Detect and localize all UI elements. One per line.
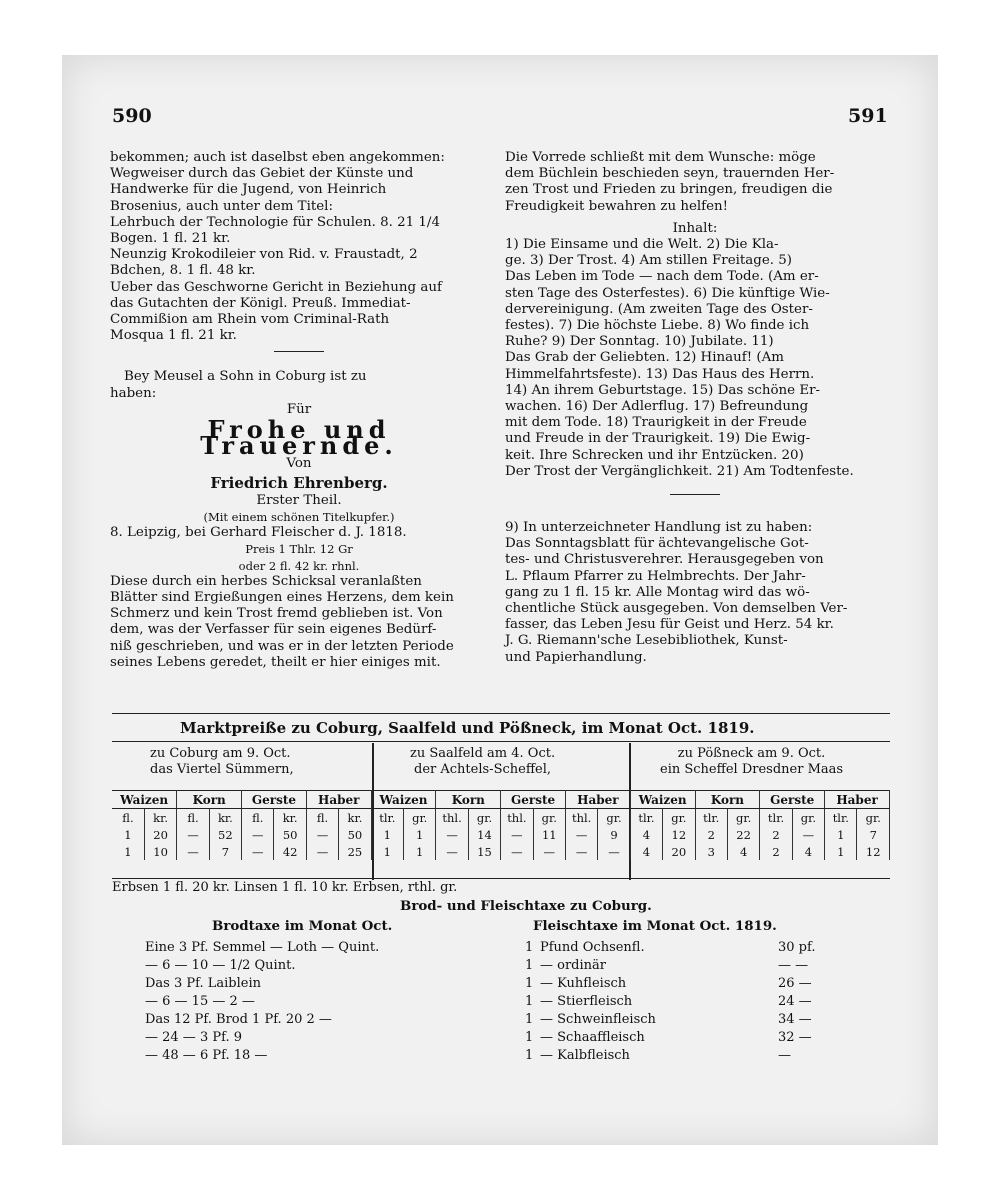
book-title: Frohe und Trauernde. — [200, 415, 398, 461]
text-line: dem, was der Verfasser für sein eigenes Bedürf- — [110, 622, 437, 638]
text-line: Lehrbuch der Technologie für Schulen. 8. 21 1/4 — [110, 214, 440, 230]
text-line: seines Lebens geredet, theilt er hier einiges mit. — [110, 654, 441, 670]
meat-tax-item: — ordinär — [540, 958, 606, 973]
pulses-prices: Erbsen 1 fl. 20 kr. Linsen 1 fl. 10 kr. Erbsen, rthl. gr. — [112, 880, 458, 895]
table-row — [112, 843, 890, 860]
price-cell: 2 — [760, 826, 792, 843]
text-line: fasser, das Leben Jesu für Geist und Herz. 54 kr. — [505, 617, 834, 633]
price-cell: 4 — [630, 826, 662, 843]
price-cell: — — [306, 843, 338, 860]
preface-text — [505, 150, 885, 215]
meat-tax-price: 26 — — [778, 976, 812, 991]
meat-tax-price: — — — [778, 958, 809, 973]
meat-tax-price: 24 — — [778, 994, 812, 1009]
unit-cell: tlr. — [371, 809, 403, 827]
price-cell: 3 — [695, 843, 727, 860]
notice-text — [505, 520, 885, 666]
unit-cell: tlr. — [825, 809, 857, 827]
unit-cell: thl. — [565, 809, 597, 827]
price-cell: 12 — [857, 843, 890, 860]
text-line: Freudigkeit bewahren zu helfen! — [505, 198, 729, 214]
price-cell: 15 — [468, 843, 500, 860]
text-line: das Gutachten der Königl. Preuß. Immediat- — [110, 295, 411, 311]
grain-header: Korn — [436, 791, 501, 809]
section-rule — [112, 713, 890, 714]
meat-tax-price: 32 — — [778, 1030, 812, 1045]
book-description — [110, 574, 488, 671]
price-cell: 4 — [630, 843, 662, 860]
unit-cell: kr. — [209, 809, 241, 827]
price-line: oder 2 fl. 42 kr. rhnl. — [238, 558, 360, 573]
text-line: Commißion am Rhein vom Criminal-Rath — [110, 312, 390, 328]
meat-tax-price: — — [778, 1048, 791, 1063]
bread-tax-row: — 6 — 10 — 1/2 Quint. — [145, 958, 296, 973]
divider — [670, 494, 720, 495]
section-rule — [112, 741, 890, 742]
bread-tax-row: Das 12 Pf. Brod 1 Pf. 20 2 — — [145, 1012, 332, 1027]
text-line: festes). 7) Die höchste Liebe. 8) Wo finde ich — [505, 318, 810, 334]
page-number-right: 591 — [848, 105, 888, 127]
price-cell: — — [501, 826, 533, 843]
grain-header: Waizen — [112, 791, 177, 809]
unit-cell: gr. — [792, 809, 824, 827]
unit-cell: gr. — [727, 809, 759, 827]
grain-header: Haber — [565, 791, 630, 809]
price-cell: 9 — [598, 826, 630, 843]
meat-tax-qty: 1 — [525, 1048, 534, 1063]
text-line: 14) An ihrem Geburtstage. 15) Das schöne Er- — [505, 382, 821, 398]
market-title: Marktpreiße zu Coburg, Saalfeld und Pößneck, im Monat Oct. 1819. — [180, 719, 755, 737]
text-line: Neunzig Krokodileier von Rid. v. Fraustadt, 2 — [110, 247, 418, 263]
text-line: Das Sonntagsblatt für ächtevangelische Got- — [505, 536, 809, 552]
meat-tax-item: — Schaaffleisch — [540, 1030, 645, 1045]
bread-tax-title: Brodtaxe im Monat Oct. — [212, 918, 393, 934]
price-cell: — — [565, 826, 597, 843]
meat-tax-qty: 1 — [525, 976, 534, 991]
text-line: dem Büchlein beschieden seyn, trauernden Her- — [505, 166, 835, 182]
meat-tax-price: 30 pf. — [778, 940, 816, 955]
unit-cell: gr. — [598, 809, 630, 827]
unit-cell: gr. — [404, 809, 436, 827]
meat-tax-qty: 1 — [525, 1030, 534, 1045]
price-cell: 1 — [371, 826, 403, 843]
text-line: bekommen; auch ist daselbst eben angekommen: — [110, 150, 445, 165]
text-line: Bdchen, 8. 1 fl. 48 kr. — [110, 263, 256, 279]
text-line: tes- und Christusverehrer. Herausgegeben von — [505, 552, 824, 568]
book-list — [110, 150, 488, 344]
grain-header: Gerste — [242, 791, 307, 809]
text-line: niß geschrieben, und was er in der letzten Periode — [110, 638, 454, 654]
right-column — [505, 150, 885, 666]
grain-header: Haber — [306, 791, 371, 809]
price-cell: 20 — [144, 826, 176, 843]
text-line: J. G. Riemann'sche Lesebibliothek, Kunst- — [505, 633, 788, 649]
text-line: mit dem Tode. 18) Traurigkeit in der Freude — [505, 415, 807, 431]
left-column — [110, 150, 488, 671]
unit-cell: thl. — [436, 809, 468, 827]
meat-tax-item: — Stierfleisch — [540, 994, 633, 1009]
bread-tax-row: — 48 — 6 Pf. 18 — — [145, 1048, 268, 1063]
grain-header: Waizen — [630, 791, 695, 809]
price-cell: 1 — [825, 843, 857, 860]
section-rule — [112, 878, 890, 879]
unit-cell: kr. — [274, 809, 306, 827]
grain-header: Gerste — [760, 791, 825, 809]
divider — [274, 351, 324, 352]
unit-cell: gr. — [468, 809, 500, 827]
unit-cell: fl. — [242, 809, 274, 827]
text-line: L. Pflaum Pfarrer zu Helmbrechts. Der Jahr- — [505, 568, 806, 584]
market-price-table — [112, 790, 890, 860]
unit-cell: tlr. — [760, 809, 792, 827]
price-cell: 25 — [339, 843, 371, 860]
price-cell: — — [177, 843, 209, 860]
text-line: ge. 3) Der Trost. 4) Am stillen Freitage. 5) — [505, 253, 793, 269]
text-line: Ruhe? 9) Der Sonntag. 10) Jubilate. 11) — [505, 334, 774, 350]
text-line: Blätter sind Ergießungen eines Herzens, dem kein — [110, 590, 454, 606]
price-cell: 1 — [112, 843, 144, 860]
unit-cell: gr. — [663, 809, 695, 827]
contents-list — [505, 237, 885, 480]
text-line: Himmelfahrtsfeste). 13) Das Haus des Herrn. — [505, 366, 815, 382]
label-fur: Für — [286, 401, 312, 417]
text-line: Schmerz und kein Trost fremd geblieben ist. Von — [110, 606, 443, 622]
grain-header: Gerste — [501, 791, 566, 809]
bread-tax-row: Eine 3 Pf. Semmel — Loth — Quint. — [145, 940, 380, 955]
author-name: Friedrich Ehrenberg. — [210, 473, 388, 492]
price-cell: 14 — [468, 826, 500, 843]
announce-line: Bey Meusel a Sohn in Coburg ist zu — [124, 369, 367, 385]
meat-tax-price: 34 — — [778, 1012, 812, 1027]
text-line: Mosqua 1 fl. 21 kr. — [110, 328, 237, 344]
grain-header: Haber — [825, 791, 890, 809]
price-cell: 50 — [339, 826, 371, 843]
tax-heading: Brod- und Fleischtaxe zu Coburg. — [400, 898, 652, 914]
price-cell: — — [501, 843, 533, 860]
price-cell: — — [242, 826, 274, 843]
text-line: chentliche Stück ausgegeben. Von demselben Ver- — [505, 601, 848, 617]
price-cell: 11 — [533, 826, 565, 843]
contents-heading: Inhalt: — [672, 220, 718, 236]
price-cell: 4 — [727, 843, 759, 860]
meat-tax-title: Fleischtaxe im Monat Oct. 1819. — [533, 918, 777, 934]
coburg-heading: zu Coburg am 9. Oct. das Viertel Sümmern, — [150, 746, 294, 777]
price-cell: — — [792, 826, 824, 843]
unit-cell: gr. — [533, 809, 565, 827]
meat-tax-item: Pfund Ochsenfl. — [540, 940, 645, 955]
text-line: Bogen. 1 fl. 21 kr. — [110, 231, 231, 247]
unit-cell: tlr. — [695, 809, 727, 827]
unit-cell: tlr. — [630, 809, 662, 827]
price-cell: 42 — [274, 843, 306, 860]
text-line: gang zu 1 fl. 15 kr. Alle Montag wird das wö- — [505, 584, 810, 600]
price-cell: 1 — [825, 826, 857, 843]
text-line: sten Tage des Osterfestes). 6) Die künftige Wie- — [505, 285, 830, 301]
text-line: Wegweiser durch das Gebiet der Künste und — [110, 166, 414, 182]
price-cell: — — [598, 843, 630, 860]
unit-cell: thl. — [501, 809, 533, 827]
price-cell: — — [565, 843, 597, 860]
price-cell: 7 — [857, 826, 890, 843]
unit-cell: fl. — [177, 809, 209, 827]
label-von: Von — [286, 456, 312, 472]
price-cell: 2 — [695, 826, 727, 843]
text-line: Der Trost der Vergänglichkeit. 21) Am Todtenfeste. — [505, 463, 854, 479]
text-line: Die Vorrede schließt mit dem Wunsche: möge — [505, 150, 816, 165]
text-line: dervereinigung. (Am zweiten Tage des Oster- — [505, 301, 813, 317]
engraving-note: (Mit einem schönen Titelkupfer.) — [203, 510, 395, 525]
meat-tax-qty: 1 — [525, 940, 534, 955]
meat-tax-item: — Kuhfleisch — [540, 976, 627, 991]
grain-header: Waizen — [371, 791, 436, 809]
text-line: 1) Die Einsame und die Welt. 2) Die Kla- — [505, 237, 779, 253]
text-line: Diese durch ein herbes Schicksal veranlaßten — [110, 573, 422, 589]
price-cell: 1 — [112, 826, 144, 843]
price-cell: — — [242, 843, 274, 860]
text-line: Handwerke für die Jugend, von Heinrich — [110, 182, 387, 198]
price-cell: 10 — [144, 843, 176, 860]
text-line: Brosenius, auch unter dem Titel: — [110, 198, 333, 214]
price-cell: 1 — [371, 843, 403, 860]
text-line: und Freude in der Traurigkeit. 19) Die Ewig- — [505, 431, 811, 447]
text-line: zen Trost und Frieden zu bringen, freudigen die — [505, 182, 833, 198]
meat-tax-qty: 1 — [525, 1012, 534, 1027]
price-cell: 22 — [727, 826, 759, 843]
unit-cell: kr. — [144, 809, 176, 827]
meat-tax-item: — Kalbfleisch — [540, 1048, 630, 1063]
announce-line: haben: — [110, 385, 157, 401]
price-cell: 50 — [274, 826, 306, 843]
text-line: keit. Ihre Schrecken und ihr Entzücken. 20) — [505, 447, 804, 463]
bread-tax-row: — 24 — 3 Pf. 9 — [145, 1030, 242, 1045]
price-cell: 12 — [663, 826, 695, 843]
bread-tax-row: Das 3 Pf. Laiblein — [145, 976, 261, 991]
price-cell: 4 — [792, 843, 824, 860]
unit-cell: gr. — [857, 809, 890, 827]
imprint: 8. Leipzig, bei Gerhard Fleischer d. J. 1818. — [110, 525, 407, 541]
price-cell: — — [533, 843, 565, 860]
page-number-left: 590 — [112, 105, 152, 127]
bread-tax-row: — 6 — 15 — 2 — — [145, 994, 255, 1009]
meat-tax-qty: 1 — [525, 958, 534, 973]
saalfeld-heading: zu Saalfeld am 4. Oct. der Achtels-Scheffel, — [410, 746, 556, 777]
meat-tax-qty: 1 — [525, 994, 534, 1009]
text-line: Ueber das Geschworne Gericht in Beziehung auf — [110, 279, 442, 295]
unit-cell: kr. — [339, 809, 371, 827]
price-cell: 7 — [209, 843, 241, 860]
grain-header: Korn — [695, 791, 760, 809]
price-cell: — — [306, 826, 338, 843]
price-line: Preis 1 Thlr. 12 Gr — [245, 542, 353, 557]
text-line: 9) In unterzeichneter Handlung ist zu haben: — [505, 520, 813, 536]
meat-tax-item: — Schweinfleisch — [540, 1012, 656, 1027]
unit-cell: fl. — [112, 809, 144, 827]
unit-cell: fl. — [306, 809, 338, 827]
part-label: Erster Theil. — [256, 492, 342, 508]
grain-header: Korn — [177, 791, 242, 809]
price-cell: 20 — [663, 843, 695, 860]
table-row — [112, 826, 890, 843]
price-cell: 52 — [209, 826, 241, 843]
text-line: Das Leben im Tode — nach dem Tode. (Am er- — [505, 269, 819, 285]
text-line: wachen. 16) Der Adlerflug. 17) Befreundung — [505, 399, 809, 415]
price-cell: — — [177, 826, 209, 843]
price-cell: — — [436, 826, 468, 843]
text-line: und Papierhandlung. — [505, 649, 647, 665]
price-cell: 1 — [404, 826, 436, 843]
poessneck-heading: zu Pößneck am 9. Oct. ein Scheffel Dresdner Maas — [660, 746, 844, 777]
price-cell: 1 — [404, 843, 436, 860]
price-cell: 2 — [760, 843, 792, 860]
text-line: Das Grab der Geliebten. 12) Hinauf! (Am — [505, 350, 784, 366]
price-cell: — — [436, 843, 468, 860]
